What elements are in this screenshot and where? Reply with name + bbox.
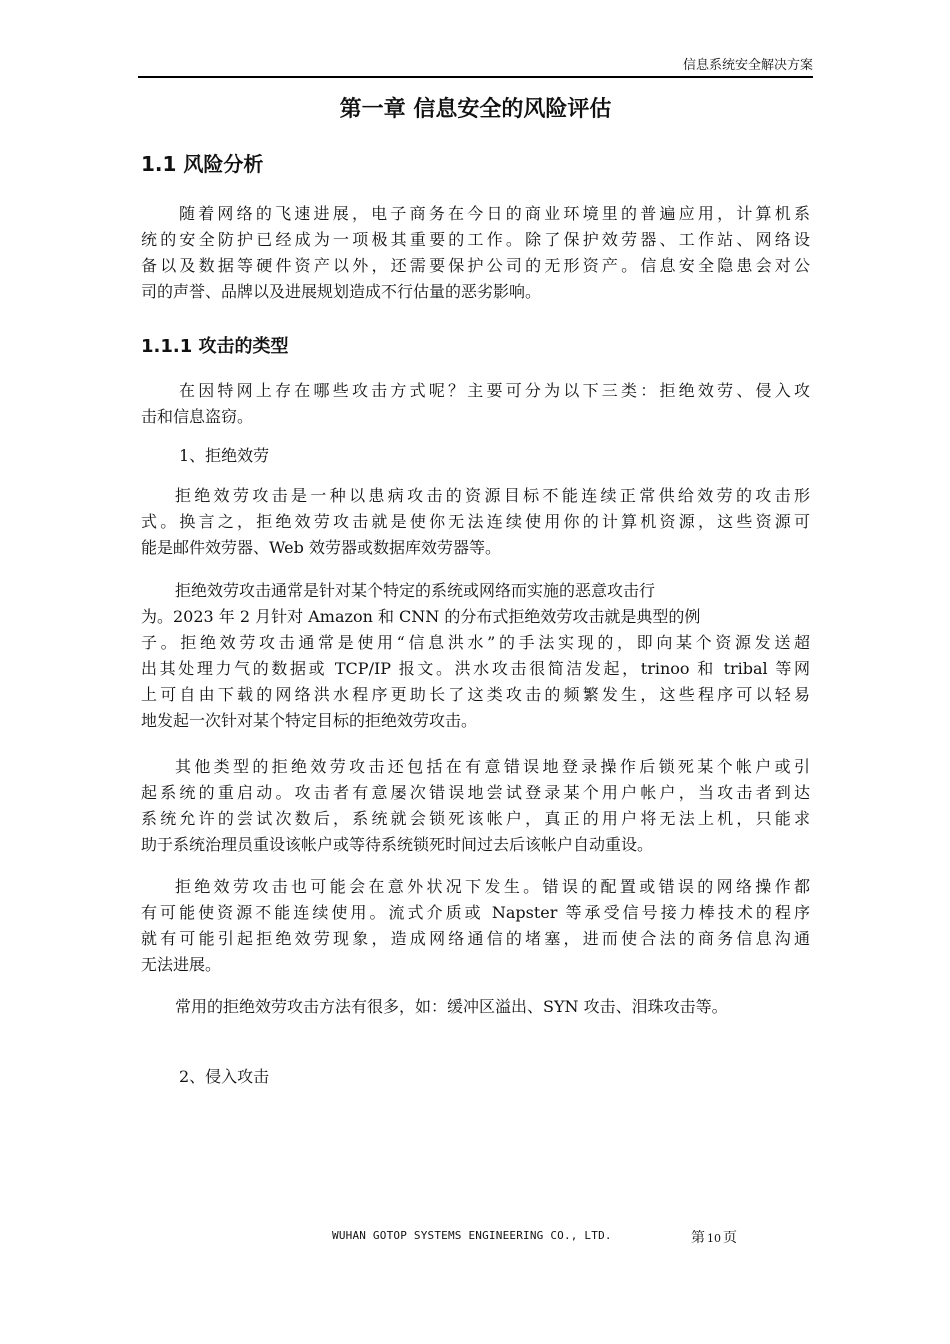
list-label: [179, 443, 269, 469]
paragraph-line: 子。拒绝效劳攻击通常是使用“信息洪水”的手法实现的，即向某个资源发送超: [141, 633, 810, 652]
page-number: 10: [707, 1232, 721, 1245]
header-rule: [138, 76, 813, 78]
page-suffix: 页: [723, 1230, 737, 1246]
paragraph-line: 上可自由下载的网络洪水程序更助长了这类攻击的频繁发生，这些程序可以轻易: [141, 685, 810, 704]
paragraph-line: 地发起一次针对某个特定目标的拒绝效劳攻击。: [141, 711, 478, 730]
running-header-title: 信息系统安全解决方案: [682, 58, 813, 73]
page-prefix: 第: [691, 1230, 705, 1246]
paragraph: [141, 378, 810, 430]
paragraph-line: 拒绝效劳攻击是一种以患病攻击的资源目标不能连续正常供给效劳的攻击形: [175, 486, 810, 505]
paragraph-line: 随着网络的飞速进展，电子商务在今日的商业环境里的普遍应用，计算机系: [179, 204, 810, 223]
footer-company-name: WUHAN GOTOP SYSTEMS ENGINEERING CO., LTD.: [332, 1229, 612, 1242]
paragraph-line: 能是邮件效劳器、Web 效劳器或数据库效劳器等。: [141, 538, 501, 557]
paragraph-line: 有可能使资源不能连续使用。流式介质或 Napster 等承受信号接力棒技术的程序: [141, 903, 810, 922]
paragraph: [141, 201, 810, 305]
paragraph-line: 出其处理力气的数据或 TCP/IP 报文。洪水攻击很简洁发起，trinoo 和 tribal 等网: [141, 659, 810, 678]
list-label: [179, 1064, 269, 1090]
paragraph: [141, 874, 810, 978]
paragraph-line: 统的安全防护已经成为一项极其重要的工作。除了保护效劳器、工作站、网络设: [141, 230, 810, 249]
paragraph-line: 就有可能引起拒绝效劳现象，造成网络通信的堵塞，进而使合法的商务信息沟通: [141, 929, 810, 948]
paragraph-line: 2、侵入攻击: [179, 1067, 270, 1086]
paragraph-line: 式。换言之，拒绝效劳攻击就是使你无法连续使用你的计算机资源，这些资源可: [141, 512, 810, 531]
paragraph-line: 常用的拒绝效劳攻击方法有很多，如：缓冲区溢出、SYN 攻击、泪珠攻击等。: [175, 997, 728, 1016]
paragraph-line: 拒绝效劳攻击也可能会在意外状况下发生。错误的配置或错误的网络操作都: [175, 877, 810, 896]
section-heading-1-1-1: 1.1.1 攻击的类型: [141, 336, 289, 357]
paragraph: [141, 994, 810, 1020]
paragraph-line: 其他类型的拒绝效劳攻击还包括在有意错误地登录操作后锁死某个帐户或引: [175, 757, 810, 776]
paragraph: [141, 578, 810, 734]
paragraph-line: 无法进展。: [141, 955, 222, 974]
paragraph-line: 为。2023 年 2 月针对 Amazon 和 CNN 的分布式拒绝效劳攻击就是典型的例: [141, 607, 701, 626]
paragraph-line: 击和信息盗窃。: [141, 407, 254, 426]
paragraph-line: 备以及数据等硬件资产以外，还需要保护公司的无形资产。信息安全隐患会对公: [141, 256, 810, 275]
footer-page-number: [691, 1227, 737, 1247]
paragraph: [141, 754, 810, 858]
paragraph-line: 1、拒绝效劳: [179, 446, 270, 465]
paragraph-line: 司的声誉、品牌以及进展规划造成不行估量的恶劣影响。: [141, 282, 542, 301]
paragraph: [141, 483, 810, 561]
paragraph-line: 助于系统治理员重设该帐户或等待系统锁死时间过去后该帐户自动重设。: [141, 835, 654, 854]
paragraph-line: 系统允许的尝试次数后，系统就会锁死该帐户，真正的用户将无法上机，只能求: [141, 809, 810, 828]
chapter-title: 第一章 信息安全的风险评估: [339, 97, 612, 122]
paragraph-line: 在因特网上存在哪些攻击方式呢？主要可分为以下三类：拒绝效劳、侵入攻: [179, 381, 810, 400]
section-heading-1-1: 1.1 风险分析: [141, 152, 264, 176]
paragraph-line: 起系统的重启动。攻击者有意屡次错误地尝试登录某个用户帐户，当攻击者到达: [141, 783, 810, 802]
paragraph-line: 拒绝效劳攻击通常是针对某个特定的系统或网络而实施的恶意攻击行: [175, 581, 656, 600]
